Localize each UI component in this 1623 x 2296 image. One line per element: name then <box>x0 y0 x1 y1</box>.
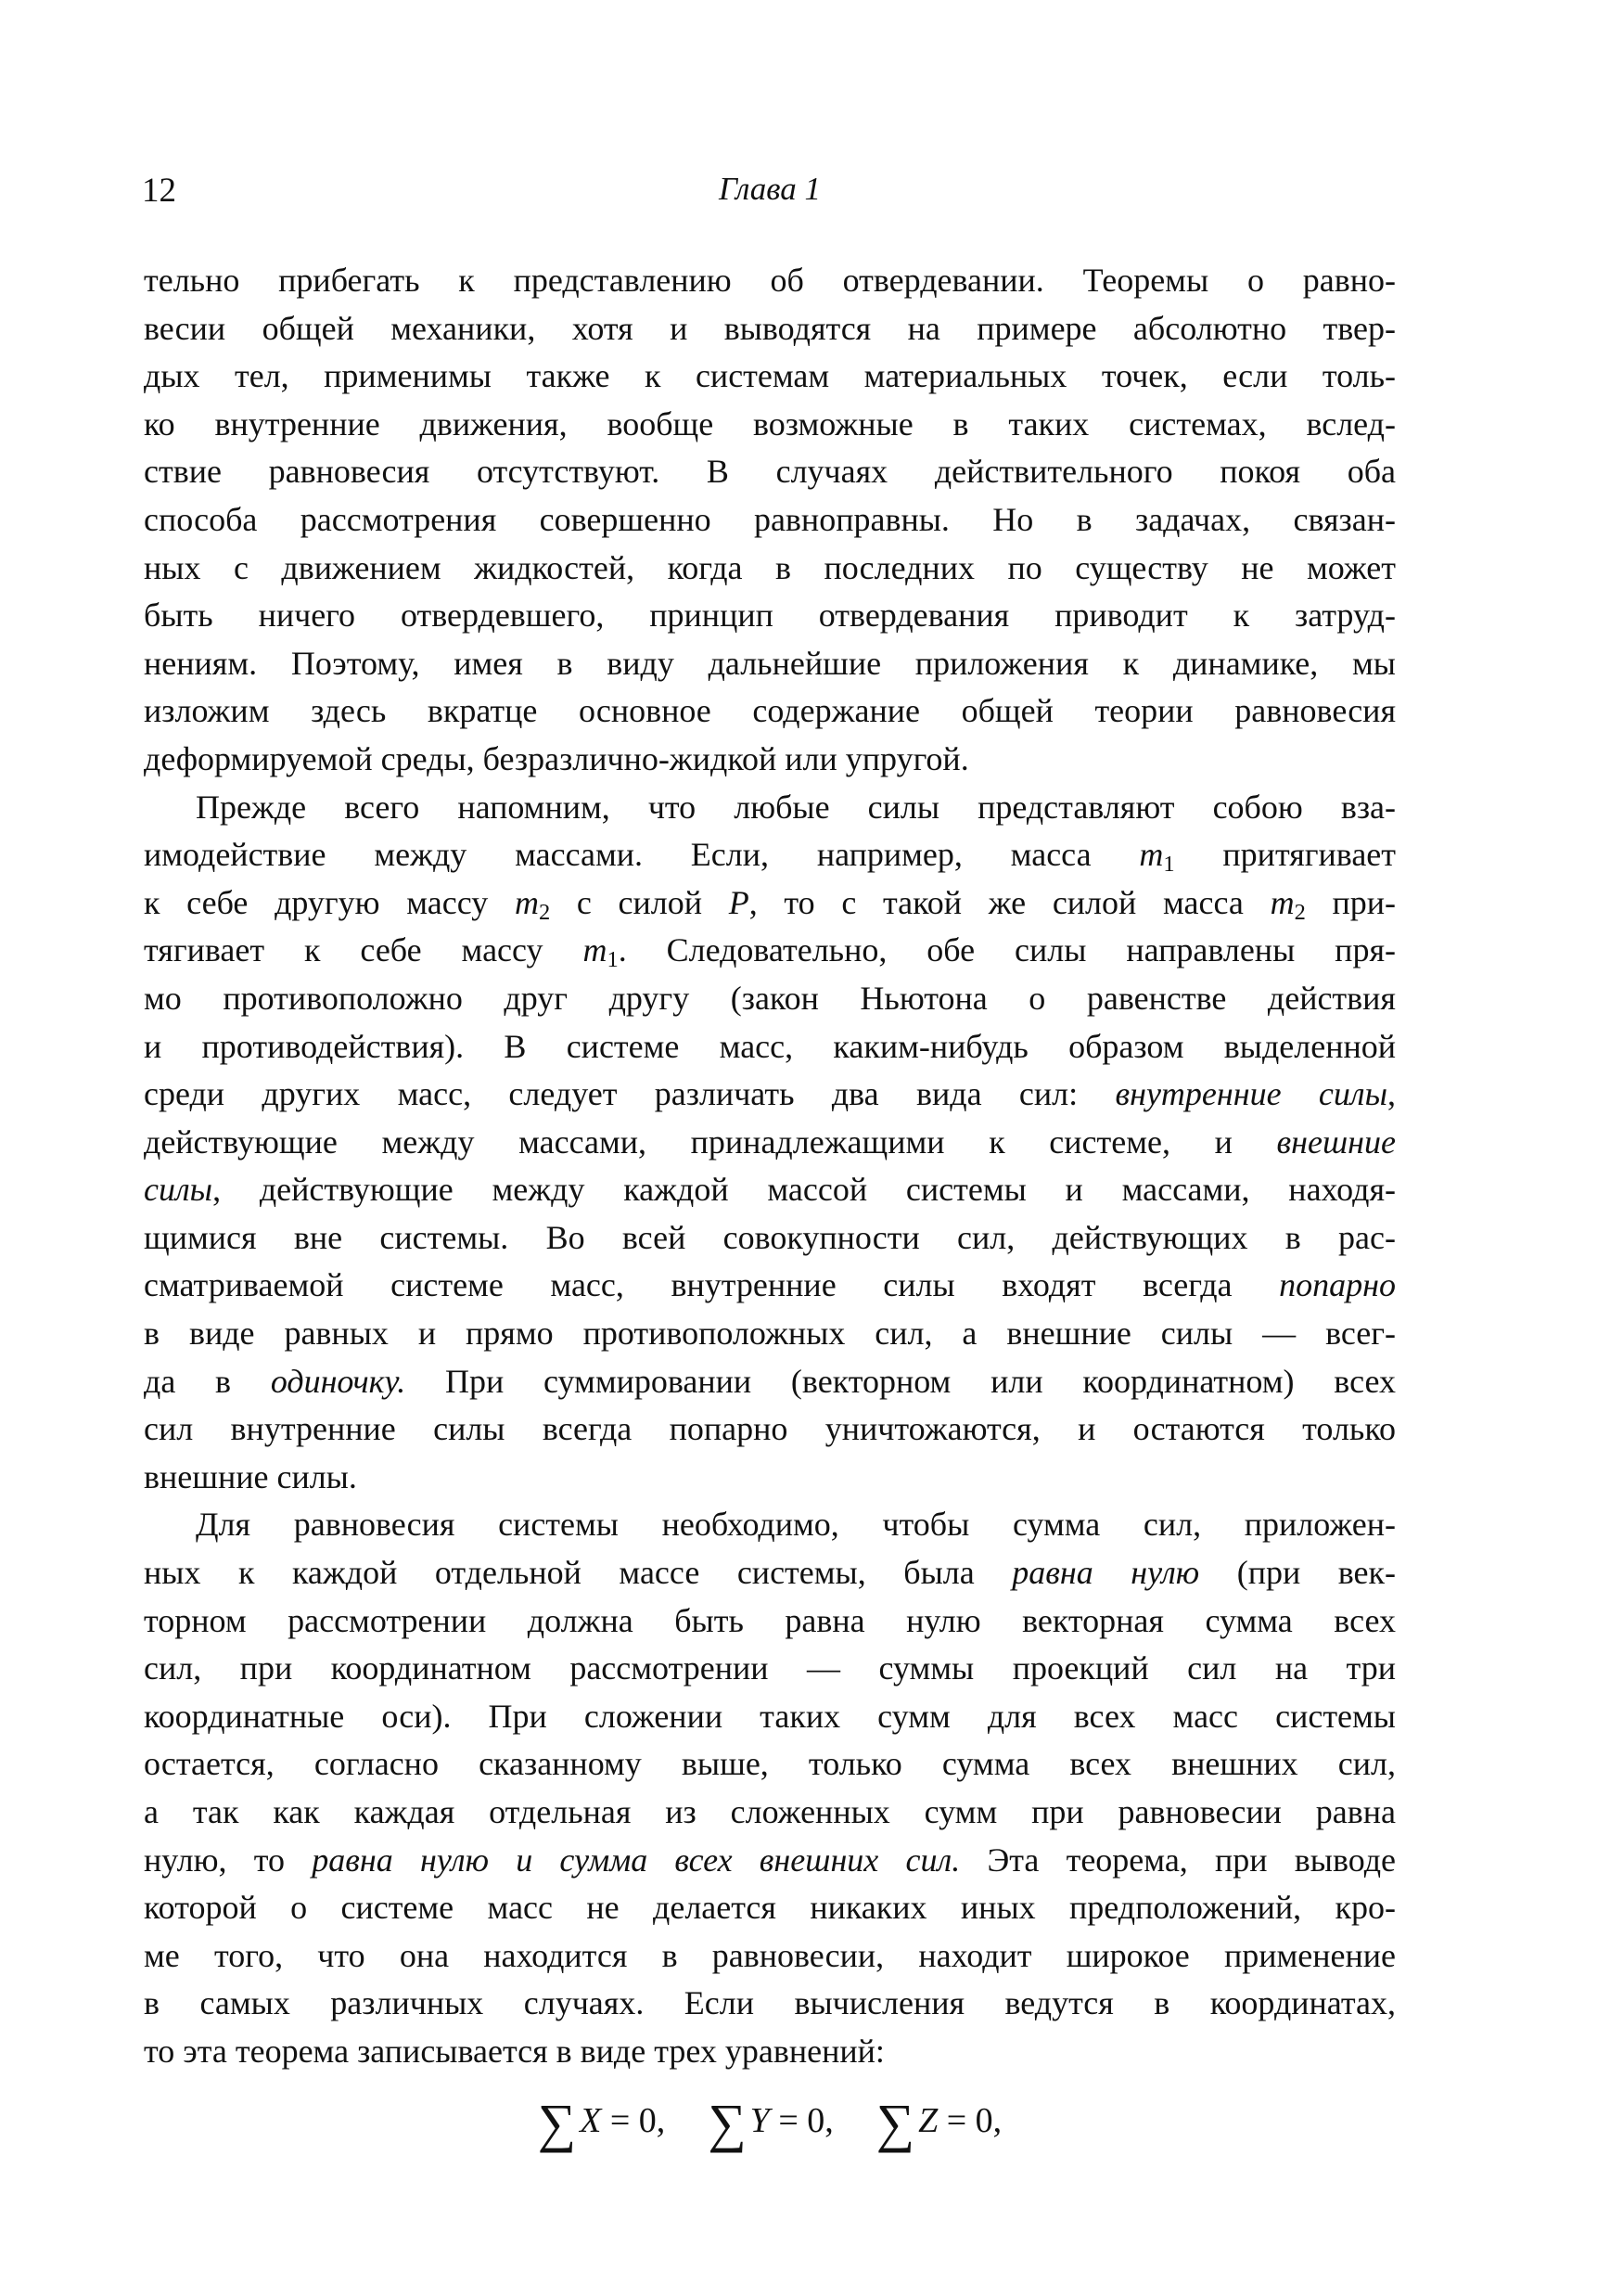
text-line <box>144 927 1396 975</box>
text-run: (при век- <box>1199 1554 1396 1592</box>
sum-symbol-icon: ∑ <box>537 2093 577 2153</box>
text-run: тельно прибегать к представлению об отвердевании. Теоремы о равно- <box>144 262 1396 299</box>
math-symbol: m <box>514 883 539 921</box>
math-symbol: m <box>1270 883 1295 921</box>
text-run: внешние силы. <box>144 1457 357 1495</box>
text-run: мо противоположно друг другу (закон Ньютона о равенстве действия <box>144 979 1396 1017</box>
text-line <box>144 879 1396 928</box>
text-run: Для равновесия системы необходимо, чтобы сумма сил, приложен- <box>196 1506 1396 1544</box>
math-variable <box>514 883 551 925</box>
text-line <box>144 975 1396 1023</box>
text-run: имодействие между массами. Если, например, масса <box>144 836 1140 874</box>
emphasis-text: равна нулю <box>1012 1554 1200 1592</box>
text-line <box>144 592 1396 640</box>
formula-equals-zero: = 0, <box>601 2101 666 2140</box>
formula-variable: Z <box>918 2101 939 2140</box>
text-run: быть ничего отвердевшего, принцип отвердевания приводит к затруд- <box>144 596 1396 635</box>
text-run: щимися вне системы. Во всей совокупности сил, действующих в рас- <box>144 1218 1396 1256</box>
text-line <box>144 1166 1396 1214</box>
math-variable <box>729 884 749 921</box>
emphasis-text: равна нулю и сумма всех внешних сил. <box>312 1841 961 1879</box>
text-run: в виде равных и прямо противоположных сил, а внешние силы — всег- <box>144 1315 1396 1353</box>
text-run: в самых различных случаях. Если вычисления ведутся в координатах, <box>144 1984 1396 2022</box>
text-line <box>144 784 1396 832</box>
text-run: да в <box>144 1362 271 1400</box>
text-run: координатные оси). При сложении таких сумм для всех масс системы <box>144 1697 1396 1735</box>
text-run: ных к каждой отдельной массе системы, была <box>144 1554 1013 1592</box>
emphasis-text: одиночку. <box>270 1362 406 1400</box>
math-variable <box>582 931 619 973</box>
text-run: дых тел, применимы также к системам материальных точек, если толь- <box>144 357 1396 395</box>
emphasis-text: внешние <box>1276 1122 1396 1161</box>
text-line <box>144 448 1396 496</box>
text-line <box>144 1740 1396 1789</box>
text-run: Эта теорема, при выводе <box>960 1841 1396 1879</box>
text-run: тягивает к себе массу <box>144 931 583 969</box>
text-run: сматриваемой системе масс, внутренние силы входят всегда <box>144 1266 1280 1304</box>
math-subscript: 2 <box>1294 899 1306 925</box>
math-symbol: P <box>728 883 749 921</box>
text-line <box>144 257 1396 305</box>
text-run: притягивает <box>1174 836 1397 874</box>
text-line <box>144 1693 1396 1741</box>
text-run: действующие между массами, принадлежащими к системе, и <box>144 1122 1277 1161</box>
math-symbol: m <box>582 931 607 969</box>
text-line <box>144 736 1396 784</box>
text-line <box>144 1119 1396 1167</box>
text-line <box>144 1262 1396 1310</box>
formula-variable: Y <box>749 2101 770 2140</box>
text-run: нулю, то <box>144 1841 313 1879</box>
text-run: которой о системе масс не делается никаких иных предположений, кро- <box>144 1889 1396 1927</box>
text-run: с силой <box>550 883 729 921</box>
text-line <box>144 1789 1396 1837</box>
math-subscript: 1 <box>607 947 619 973</box>
text-line <box>144 2028 1396 2076</box>
text-line <box>144 401 1396 449</box>
text-run: остается, согласно сказанному выше, только сумма всех внешних сил, <box>144 1745 1396 1783</box>
text-run: ствие равновесия отсутствуют. В случаях действительного покоя оба <box>144 453 1396 491</box>
emphasis-text: внутренние силы <box>1115 1075 1387 1113</box>
text-run: , то с такой же силой масса <box>748 883 1271 921</box>
text-line <box>144 353 1396 401</box>
text-line <box>144 1884 1396 1932</box>
text-run: , <box>1387 1075 1396 1113</box>
sum-symbol-icon: ∑ <box>708 2093 747 2153</box>
text-run: , действующие между каждой массой системы и массами, находя- <box>212 1171 1396 1209</box>
formula-equals-zero: = 0, <box>938 2101 1003 2140</box>
text-line <box>144 1501 1396 1549</box>
math-subscript: 2 <box>538 899 551 925</box>
text-run: и противодействия). В системе масс, каким-нибудь образом выделенной <box>144 1027 1396 1065</box>
text-run: сил, при координатном рассмотрении — суммы проекций сил на три <box>144 1649 1396 1687</box>
text-run: торном рассмотрении должна быть равна нулю векторная сумма всех <box>144 1601 1396 1639</box>
text-line <box>144 1214 1396 1263</box>
text-run: ме того, что она находится в равновесии, находит широкое применение <box>144 1936 1396 1974</box>
text-line <box>144 1071 1396 1119</box>
math-symbol: m <box>1139 836 1164 874</box>
text-run: при- <box>1305 883 1397 921</box>
text-run: нениям. Поэтому, имея в виду дальнейшие приложения к динамике, мы <box>144 644 1396 682</box>
text-run: среди других масс, следует различать два вида сил: <box>144 1075 1116 1113</box>
text-line <box>144 640 1396 688</box>
running-head-chapter: Глава 1 <box>719 171 821 207</box>
page-number: 12 <box>142 172 176 210</box>
text-line <box>144 1310 1396 1358</box>
text-line <box>144 496 1396 545</box>
math-variable <box>1270 883 1306 925</box>
text-line <box>144 1023 1396 1071</box>
text-run: то эта теорема записывается в виде трех уравнений: <box>144 2032 885 2070</box>
text-run: способа рассмотрения совершенно равноправны. Но в задачах, связан- <box>144 500 1396 538</box>
text-run: . Следовательно, обе силы направлены пря- <box>618 931 1396 969</box>
text-run: изложим здесь вкратце основное содержание общей теории равновесия <box>144 692 1396 730</box>
text-line <box>144 1405 1396 1454</box>
equilibrium-equations <box>144 2092 1396 2154</box>
emphasis-text: попарно <box>1279 1266 1396 1304</box>
text-run: сил внутренние силы всегда попарно уничтожаются, и остаются только <box>144 1410 1396 1448</box>
text-run: весии общей механики, хотя и выводятся на примере абсолютно твер- <box>144 309 1396 347</box>
text-run: а так как каждая отдельная из сложенных сумм при равновесии равна <box>144 1793 1396 1830</box>
text-line <box>144 1549 1396 1597</box>
emphasis-text: силы <box>144 1171 213 1209</box>
formula-equals-zero: = 0, <box>769 2101 834 2140</box>
math-variable <box>1139 836 1175 878</box>
text-line <box>144 831 1396 879</box>
text-line <box>144 1980 1396 2028</box>
text-run: При суммировании (векторном или координатном) всех <box>405 1362 1396 1400</box>
text-line <box>144 687 1396 736</box>
text-run: Прежде всего напомним, что любые силы представляют собою вза- <box>196 788 1396 826</box>
formula-variable: X <box>580 2101 602 2140</box>
text-run: ных с движением жидкостей, когда в последних по существу не может <box>144 548 1396 586</box>
text-line <box>144 545 1396 593</box>
text-run: ко внутренние движения, вообще возможные в таких системах, вслед- <box>144 404 1396 443</box>
text-line <box>144 1358 1396 1406</box>
body-text <box>144 257 1396 2076</box>
text-run: к себе другую массу <box>144 883 515 921</box>
text-line <box>144 305 1396 353</box>
text-line <box>144 1932 1396 1981</box>
sum-symbol-icon: ∑ <box>875 2093 915 2153</box>
text-line <box>144 1837 1396 1885</box>
text-line <box>144 1645 1396 1693</box>
text-line <box>144 1597 1396 1646</box>
math-subscript: 1 <box>1163 852 1175 878</box>
text-line <box>144 1454 1396 1502</box>
text-run: деформируемой среды, безразлично-жидкой или упругой. <box>144 739 969 777</box>
